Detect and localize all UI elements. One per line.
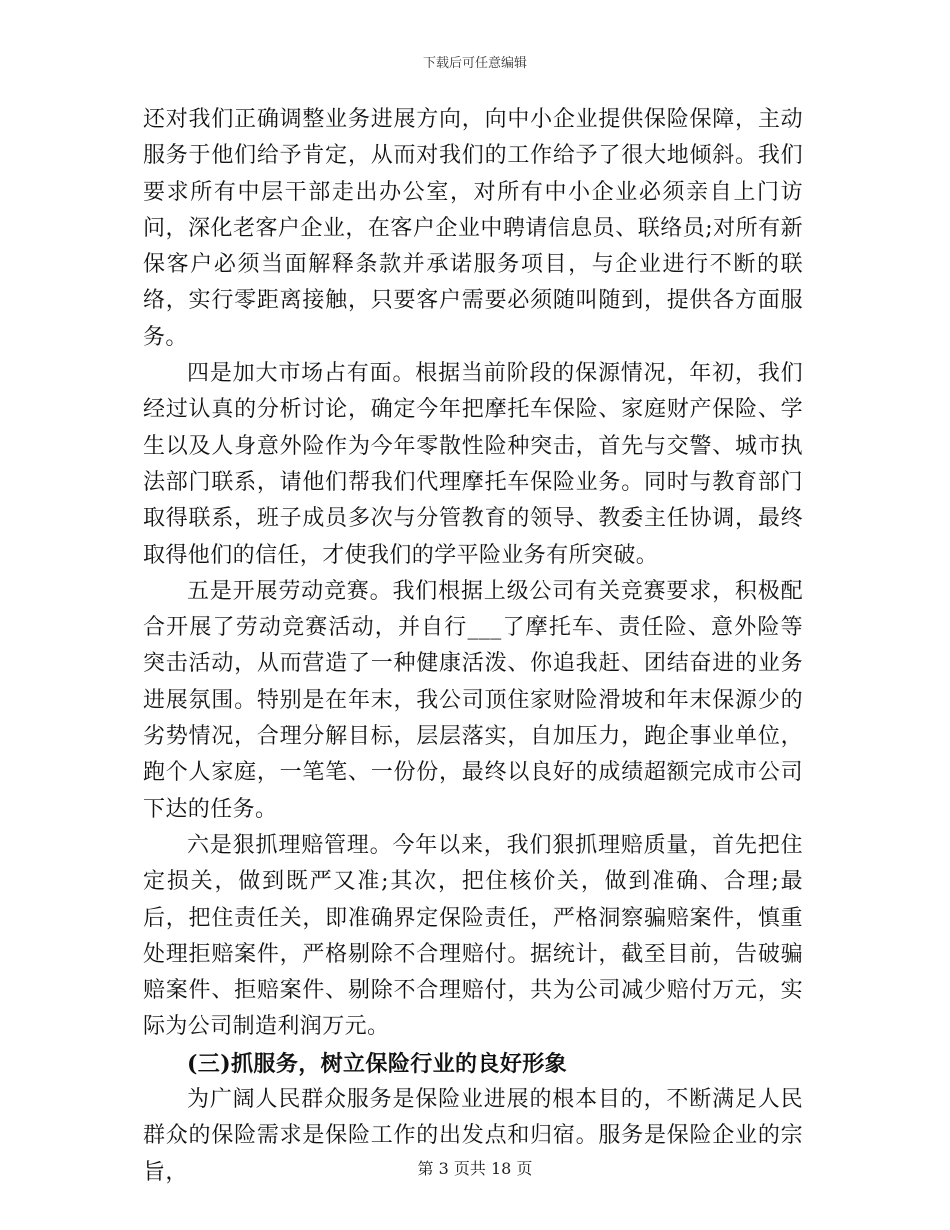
paragraph-service: 为广阔人民群众服务是保险业进展的根本目的，不断满足人民群众的保险需求是保险工作的出发点和归宿。服务是保险企业的宗旨， [143,1087,803,1185]
paragraph-market-share: 四是加大市场占有面。根据当前阶段的保源情况，年初，我们经过认真的分析讨论，确定今年把摩托车保险、家庭财产保险、学生以及人身意外险作为今年零散性险种突击，首先与交警、城市执法部门联系，请他们帮我们代理摩托车保险业务。同时与教育部门取得联系，班子成员多次与分管教育的领导、教委主任协调，最终取得他们的信任，才使我们的学平险业务有所突破。 [143,361,803,568]
paragraph-labor-competition: 五是开展劳动竞赛。我们根据上级公司有关竞赛要求，积极配合开展了劳动竞赛活动，并自行___了摩托车、责任险、意外险等突击活动，从而营造了一种健康活泼、你追我赶、团结奋进的业务进展氛围。特别是在年末，我公司顶住家财险滑坡和年末保源少的劣势情况，合理分解目标，层层落实，自加压力，跑企事业单位，跑个人家庭，一笔笔、一份份，最终以良好的成绩超额完成市公司下达的任务。 [143,578,803,822]
page-header: 下载后可任意编辑 [422,56,527,71]
document-body [143,102,803,1191]
section-heading-service: (三)抓服务，树立保险行业的良好形象 [187,1050,568,1077]
paragraph-continuation: 还对我们正确调整业务进展方向，向中小企业提供保险保障，主动服务于他们给予肯定，从而对我们的工作给予了很大地倾斜。我们要求所有中层干部走出办公室，对所有中小企业必须亲自上门访问，深化老客户企业，在客户企业中聘请信息员、联络员;对所有新保客户必须当面解释条款并承诺服务项目，与企业进行不断的联络，实行零距离接触，只要客户需要必须随叫随到，提供各方面服务。 [143,107,803,350]
page-footer: 第 3 页共 18 页 [417,1159,533,1178]
paragraph-claims-management: 六是狠抓理赔管理。今年以来，我们狠抓理赔质量，首先把住定损关，做到既严又准;其次，把住核价关，做到准确、合理;最后，把住责任关，即准确界定保险责任，严格洞察骗赔案件，慎重处理拒赔案件，严格剔除不合理赔付。据统计，截至目前，告破骗赔案件、拒赔案件、剔除不合理赔付，共为公司减少赔付万元，实际为公司制造利润万元。 [143,832,803,1040]
